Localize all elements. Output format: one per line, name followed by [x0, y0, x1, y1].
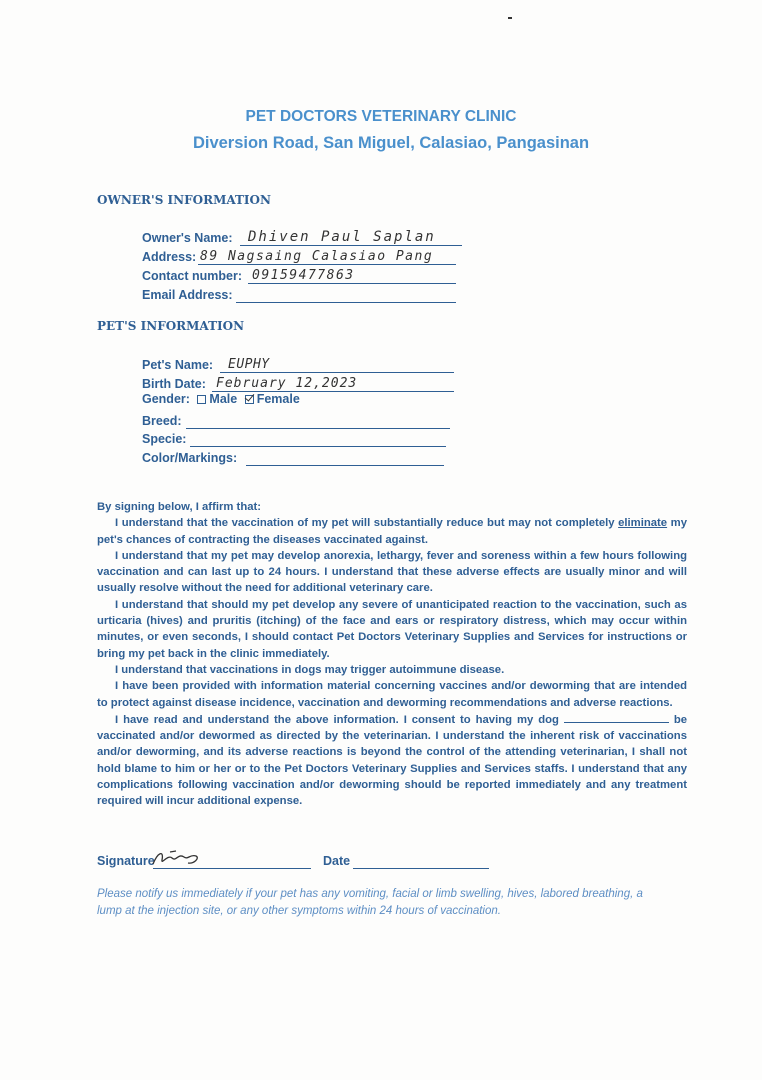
- pet-specie-label: Specie:: [142, 432, 187, 446]
- affirmation-paragraph-2: I understand that my pet may develop anorexia, lethargy, fever and soreness within a few hours following vaccination and can last up to 24 hours. I understand that these adverse effects are usually minor and will usually resolve without the need for additional veterinary care.: [97, 549, 687, 595]
- clinic-name: PET DOCTORS VETERINARY CLINIC: [245, 108, 517, 125]
- male-checkbox[interactable]: [197, 395, 206, 404]
- pet-specie-field[interactable]: [142, 429, 448, 447]
- pet-birthdate-label: Birth Date:: [142, 377, 206, 391]
- owner-name-label: Owner's Name:: [142, 231, 233, 245]
- affirmation-intro: By signing below, I affirm that:: [97, 501, 262, 513]
- owner-email-field[interactable]: [142, 285, 458, 303]
- owner-name-line: [240, 245, 462, 246]
- affirmation-p6-post: be vaccinated and/or dewormed as directed by the veterinarian. I understand the inherent risk of vaccinations and/or deworming, and its adverse reactions is beyond the control of the attending veterinarian, I shall not hold blame to him or her or to the Pet Doctors Veterinary Supplies and Services staffs. I understand that any complications following vaccination and/or deworming should be reported immediately and any treatment required will incur additional expense.: [97, 713, 687, 808]
- owner-contact-field[interactable]: [142, 266, 458, 284]
- owner-email-line: [236, 302, 456, 303]
- signature-scribble: [150, 848, 206, 868]
- male-label: Male: [209, 392, 238, 406]
- female-label: Female: [256, 392, 300, 406]
- date-label: Date: [323, 854, 351, 868]
- date-line[interactable]: [353, 868, 489, 869]
- notice-text: Please notify us immediately if your pet has any vomiting, facial or limb swelling, hives, labored breathing, a lump at the injection site, or any other symptoms within 24 hours of vaccination.: [97, 888, 643, 917]
- pet-specie-line: [190, 446, 446, 447]
- owner-email-label: Email Address:: [142, 288, 233, 302]
- female-checkbox[interactable]: [245, 395, 254, 404]
- affirmation-paragraph-5: I have been provided with information material concerning vaccines and/or deworming that are intended to protect against disease incidence, vaccination and deworming recommendations and adverse reactions.: [97, 680, 687, 709]
- owner-address-line: [198, 264, 456, 265]
- pet-name-line: [220, 372, 454, 373]
- affirmation-text: [97, 499, 687, 810]
- pet-name-field[interactable]: [142, 355, 456, 373]
- signature-line[interactable]: [153, 868, 311, 869]
- affirmation-paragraph-1: [97, 515, 687, 548]
- scan-speck: [508, 17, 512, 19]
- pet-birthdate-field[interactable]: [142, 374, 456, 392]
- pet-birthdate-value: February 12,2023: [216, 376, 358, 391]
- pet-breed-label: Breed:: [142, 414, 182, 428]
- dog-name-blank[interactable]: [564, 711, 669, 723]
- pet-gender-field: [142, 392, 300, 406]
- affirmation-paragraph-6: [97, 711, 687, 810]
- pet-color-line: [246, 465, 444, 466]
- affirmation-p1-post: my pet's chances of contracting the diseases vaccinated against.: [97, 517, 687, 546]
- pet-name-label: Pet's Name:: [142, 358, 214, 372]
- pet-section-title: PET'S INFORMATION: [97, 319, 245, 333]
- signature-row: [97, 850, 517, 870]
- affirmation-paragraph-3: I understand that should my pet develop any severe of unanticipated reaction to the vaccination, such as urticaria (hives) and pruritis (itching) of the face and ears or respiratory distress, which may occur within minutes, or even seconds, I should contact Pet Doctors Veterinary Supplies and Services for instructions or bring my pet back in the clinic immediately.: [97, 598, 687, 660]
- owner-contact-line: [248, 283, 456, 284]
- owner-contact-label: Contact number:: [142, 269, 242, 283]
- affirmation-p6-pre: I have read and understand the above information. I consent to having my dog: [115, 713, 559, 726]
- affirmation-p1-underlined: eliminate: [618, 517, 668, 530]
- pet-color-field[interactable]: [142, 448, 446, 466]
- owner-address-field[interactable]: [142, 247, 458, 265]
- owner-contact-value: 09159477863: [252, 268, 355, 283]
- owner-address-label: Address:: [142, 250, 197, 264]
- pet-gender-label: Gender:: [142, 392, 190, 406]
- signature-label: Signature: [97, 854, 155, 868]
- pet-name-value: EUPHY: [228, 357, 270, 372]
- owner-section-title: OWNER'S INFORMATION: [97, 193, 271, 207]
- pet-breed-field[interactable]: [142, 411, 452, 429]
- owner-name-value: Dhiven Paul Saplan: [248, 229, 436, 245]
- affirmation-p1-pre: I understand that the vaccination of my pet will substantially reduce but may not completely: [115, 517, 615, 530]
- clinic-address: Diversion Road, San Miguel, Calasiao, Pangasinan: [192, 134, 590, 152]
- pet-color-label: Color/Markings:: [142, 451, 238, 465]
- owner-address-value: 89 Nagsaing Calasiao Pang: [200, 249, 434, 264]
- affirmation-paragraph-4: I understand that vaccinations in dogs may trigger autoimmune disease.: [115, 663, 505, 676]
- owner-name-field[interactable]: [142, 228, 464, 246]
